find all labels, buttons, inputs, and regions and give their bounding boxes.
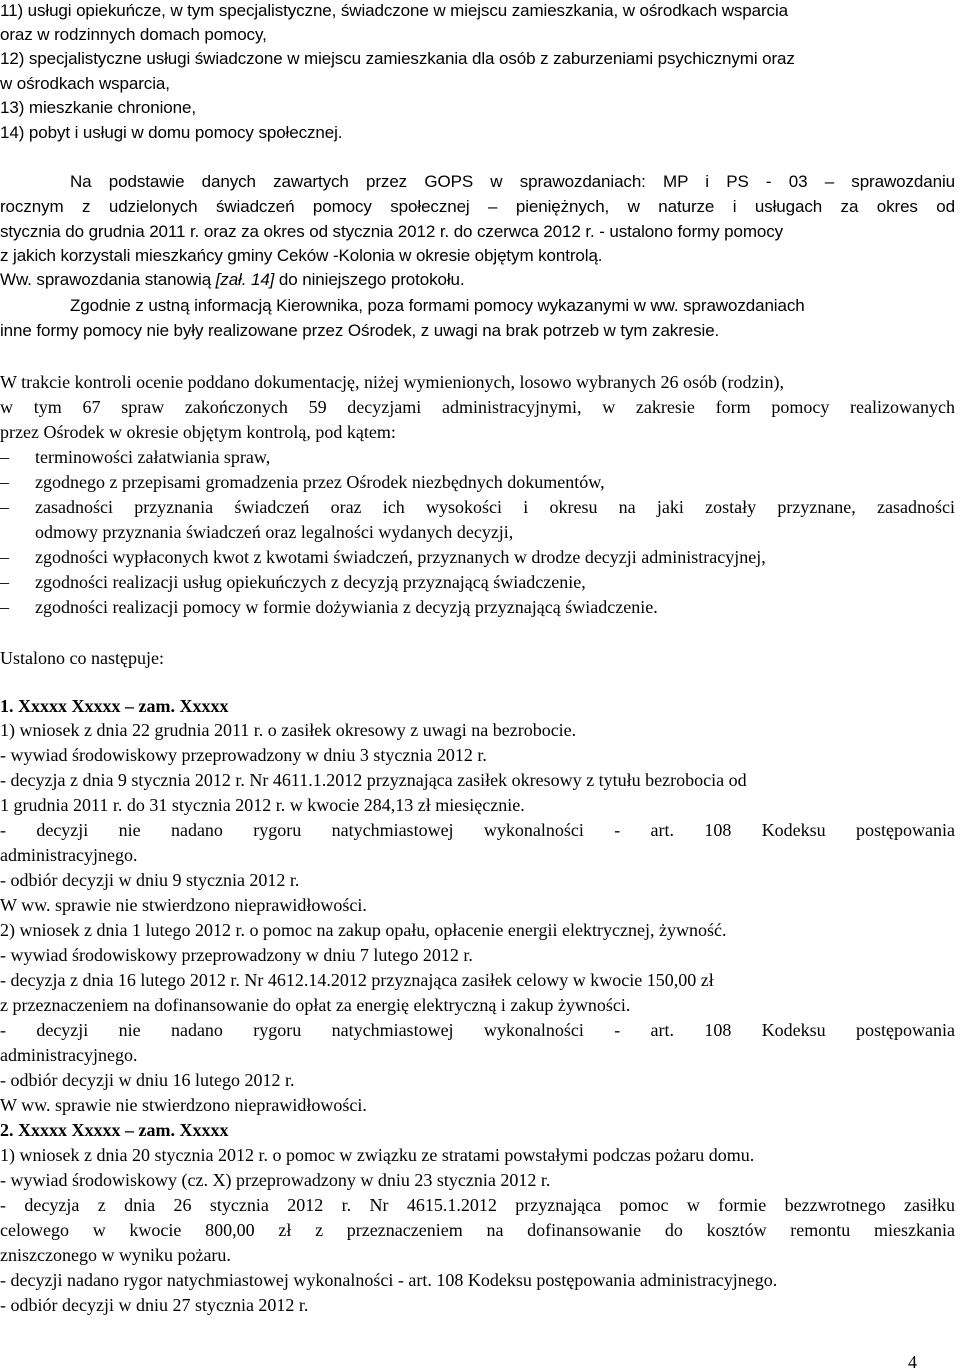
gops-paragraph-line [0, 270, 960, 290]
case-line: - odbiór decyzji w dniu 27 stycznia 2012 r. [0, 1295, 309, 1315]
attachment-ref: [zał. 14] [215, 270, 275, 289]
case-line: - decyzja z dnia 26 stycznia 2012 r. Nr 4615.1.2012 przyznająca pomoc w formie bezzwrotnego zasiłku [0, 1195, 955, 1215]
case-line: W ww. sprawie nie stwierdzono nieprawidłowości. [0, 895, 367, 915]
gops-paragraph-line: stycznia do grudnia 2011 r. oraz za okres od stycznia 2012 r. do czerwca 2012 r. - ustalono formy pomocy [0, 222, 784, 241]
case-line: - wywiad środowiskowy (cz. X) przeprowadzony w dniu 23 stycznia 2012 r. [0, 1170, 551, 1190]
case-line: - decyzji nadano rygor natychmiastowej wykonalności - art. 108 Kodeksu postępowania administracyjnego. [0, 1270, 778, 1290]
gops-paragraph-line: Na podstawie danych zawartych przez GOPS w sprawozdaniach: MP i PS - 03 – sprawozdaniu [70, 172, 955, 191]
case-line: 2) wniosek z dnia 1 lutego 2012 r. o pomoc na zakup opału, opłacenie energii elektrycznej, żywność. [0, 920, 727, 940]
gops-paragraph-line: rocznym z udzielonych świadczeń pomocy społecznej – pieniężnych, w naturze i usługach za okres od [0, 197, 955, 216]
case-line: 1) wniosek z dnia 22 grudnia 2011 r. o zasiłek okresowy z uwagi na bezrobocie. [0, 720, 577, 740]
document-page: 11) usługi opiekuńcze, w tym specjalistyczne, świadczone w miejscu zamieszkania, w ośrodkach wsparcia oraz w rodzinnych domach pomocy, 12) specjalistyczne usługi świadczone w miejscu zamieszkania dla osób z zaburzeniami psychicznymi oraz w ośrodkach wsparcia, 13) mieszkanie chronione, 14) pobyt i usługi w domu pomocy społecznej. Na podstawie danych zawartych przez GOPS w sprawozdaniach: MP i PS - 03 – sprawozdaniu rocznym z udzielonych świadczeń pomocy społecznej – pieniężnych, w naturze i usługach za okres od stycznia do grudnia 2011 r. oraz za okres od stycznia 2012 r. do czerwca 2012 r. - ustalono formy pomocy z jakich korzystali mieszkańcy gminy Ceków -Kolonia w okresie objętym kontrolą. Ww. sprawozdania stanowią [zał. 14] do niniejszego protokołu. Zgodnie z ustną informacją Kierownika, poza formami pomocy wykazanymi w ww. sprawozdaniach inne formy pomocy nie były realizowane przez Ośrodek, z uwagi na brak potrzeb w tym zakresie. W trakcie kontroli ocenie poddano dokumentację, niżej wymienionych, losowo wybranych 26 osób (rodzin), w tym 67 spraw zakończonych 59 decyzjami administracyjnymi, w zakresie form pomocy realizowanych przez Ośrodek w okresie objętym kontrolą, pod kątem: – terminowości załatwiania spraw, – zgodnego z przepisami gromadzenia przez Ośrodek niezbędnych dokumentów, – zasadności przyznania świadczeń oraz ich wysokości i okresu na jaki zostały przyznane, zasadności odmowy przyznania świadczeń oraz legalności wydanych decyzji, – zgodności wypłaconych kwot z kwotami świadczeń, przyznanych w drodze decyzji administracyjnej, – zgodności realizacji usług opiekuńczych z decyzją przyznającą świadczenie, – zgodności realizacji pomocy w formie dożywiania z decyzją przyznającą świadczenie. Ustalono co następuje: 1. Xxxxx Xxxxx – zam. Xxxxx 1) wniosek z dnia 22 grudnia 2011 r. o zasiłek okresowy z uwagi na bezrobocie. - wywiad środowiskowy przeprowadzony w dniu 3 stycznia 2012 r. - decyzja z dnia 9 stycznia 2012 r. Nr 4611.1.2012 przyznająca zasiłek okresowy z tytułu bezrobocia od 1 grudnia 2011 r. do 31 stycznia 2012 r. w kwocie 284,13 zł miesięcznie. - decyzji nie nadano rygoru natychmiastowej wykonalności - art. 108 Kodeksu postępowania administracyjnego. - odbiór decyzji w dniu 9 stycznia 2012 r. W ww. sprawie nie stwierdzono nieprawidłowości. 2) wniosek z dnia 1 lutego 2012 r. o pomoc na zakup opału, opłacenie energii elektrycznej, żywność. - wywiad środowiskowy przeprowadzony w dniu 7 lutego 2012 r. - decyzja z dnia 16 lutego 2012 r. Nr 4612.14.2012 przyznająca zasiłek celowy w kwocie 150,00 zł z przeznaczeniem na dofinansowanie do opłat za energię elektryczną i zakup żywności. - decyzji nie nadano rygoru natychmiastowej wykonalności - art. 108 Kodeksu postępowania administracyjnego. - odbiór decyzji w dniu 16 lutego 2012 r. W ww. sprawie nie stwierdzono nieprawidłowości. 2. Xxxxx Xxxxx – zam. Xxxxx 1) wniosek z dnia 20 stycznia 2012 r. o pomoc w związku ze stratami powstałymi podczas pożaru domu. - wywiad środowiskowy (cz. X) przeprowadzony w dniu 23 stycznia 2012 r. - decyzja z dnia 26 stycznia 2012 r. Nr 4615.1.2012 przyznająca pomoc w formie bezzwrotnego zasiłku celowego w kwocie 800,00 zł z przeznaczeniem na dofinansowanie do kosztów remontu mieszkania zniszczonego w wyniku pożaru. - decyzji nadano rygor natychmiastowej wykonalności - art. 108 Kodeksu postępowania administracyjnego. - odbiór decyzji w dniu 27 stycznia 2012 r. 4 [0, 0, 960, 1372]
dash-bullet: – [0, 447, 9, 467]
case-heading: 2. Xxxxx Xxxxx – zam. Xxxxx [0, 1120, 229, 1140]
list-item-12-cont: w ośrodkach wsparcia, [0, 74, 170, 93]
gops-paragraph-line: z jakich korzystali mieszkańcy gminy Ceków -Kolonia w okresie objętym kontrolą. [0, 246, 603, 265]
criteria-item-cont: odmowy przyznania świadczeń oraz legalności wydanych decyzji, [35, 522, 514, 542]
inspection-paragraph-line: W trakcie kontroli ocenie poddano dokumentację, niżej wymienionych, losowo wybranych 26 osób (rodzin), [0, 372, 784, 392]
case-line: - odbiór decyzji w dniu 16 lutego 2012 r. [0, 1070, 295, 1090]
list-item-13: 13) mieszkanie chronione, [0, 98, 196, 117]
gops-paragraph-line: Zgodnie z ustną informacją Kierownika, poza formami pomocy wykazanymi w ww. sprawozdaniach [70, 296, 805, 315]
case-line: - decyzja z dnia 16 lutego 2012 r. Nr 4612.14.2012 przyznająca zasiłek celowy w kwocie 150,00 zł [0, 970, 714, 990]
findings-heading: Ustalono co następuje: [0, 648, 164, 668]
case-line: - odbiór decyzji w dniu 9 stycznia 2012 r. [0, 870, 300, 890]
case-line: zniszczonego w wyniku pożaru. [0, 1245, 231, 1265]
case-line: - decyzji nie nadano rygoru natychmiastowej wykonalności - art. 108 Kodeksu postępowania [0, 820, 955, 840]
attachment-ref-suffix: do niniejszego protokołu. [274, 270, 465, 289]
case-line: 1) wniosek z dnia 20 stycznia 2012 r. o pomoc w związku ze stratami powstałymi podczas pożaru domu. [0, 1145, 755, 1165]
dash-bullet: – [0, 572, 9, 592]
case-line: administracyjnego. [0, 1045, 138, 1065]
case-line: - wywiad środowiskowy przeprowadzony w dniu 7 lutego 2012 r. [0, 945, 473, 965]
case-line: - decyzji nie nadano rygoru natychmiastowej wykonalności - art. 108 Kodeksu postępowania [0, 1020, 955, 1040]
dash-bullet: – [0, 472, 9, 492]
dash-bullet: – [0, 547, 9, 567]
case-line: W ww. sprawie nie stwierdzono nieprawidłowości. [0, 1095, 367, 1115]
case-line: - wywiad środowiskowy przeprowadzony w dniu 3 stycznia 2012 r. [0, 745, 487, 765]
list-item-14: 14) pobyt i usługi w domu pomocy społecznej. [0, 123, 343, 142]
case-line: z przeznaczeniem na dofinansowanie do opłat za energię elektryczną i zakup żywności. [0, 995, 631, 1015]
dash-bullet: – [0, 497, 9, 517]
case-heading: 1. Xxxxx Xxxxx – zam. Xxxxx [0, 696, 229, 716]
inspection-paragraph-line: w tym 67 spraw zakończonych 59 decyzjami administracyjnymi, w zakresie form pomocy realizowanych [0, 397, 955, 417]
inspection-paragraph-line: przez Ośrodek w okresie objętym kontrolą, pod kątem: [0, 422, 396, 442]
list-item-11: 11) usługi opiekuńcze, w tym specjalistyczne, świadczone w miejscu zamieszkania, w ośrodkach wsparcia [0, 1, 788, 20]
case-line: administracyjnego. [0, 845, 138, 865]
case-line: 1 grudnia 2011 r. do 31 stycznia 2012 r. w kwocie 284,13 zł miesięcznie. [0, 795, 525, 815]
page-number: 4 [908, 1352, 917, 1372]
dash-bullet: – [0, 597, 9, 617]
list-item-11-cont: oraz w rodzinnych domach pomocy, [0, 25, 267, 44]
attachment-ref-prefix: Ww. sprawozdania stanowią [0, 270, 216, 289]
case-line: celowego w kwocie 800,00 zł z przeznaczeniem na dofinansowanie do kosztów remontu mieszkania [0, 1220, 955, 1240]
gops-paragraph-line: inne formy pomocy nie były realizowane przez Ośrodek, z uwagi na brak potrzeb w tym zakresie. [0, 321, 720, 340]
case-line: - decyzja z dnia 9 stycznia 2012 r. Nr 4611.1.2012 przyznająca zasiłek okresowy z tytułu bezrobocia od [0, 770, 747, 790]
list-item-12: 12) specjalistyczne usługi świadczone w miejscu zamieszkania dla osób z zaburzeniami psychicznymi oraz [0, 49, 795, 68]
